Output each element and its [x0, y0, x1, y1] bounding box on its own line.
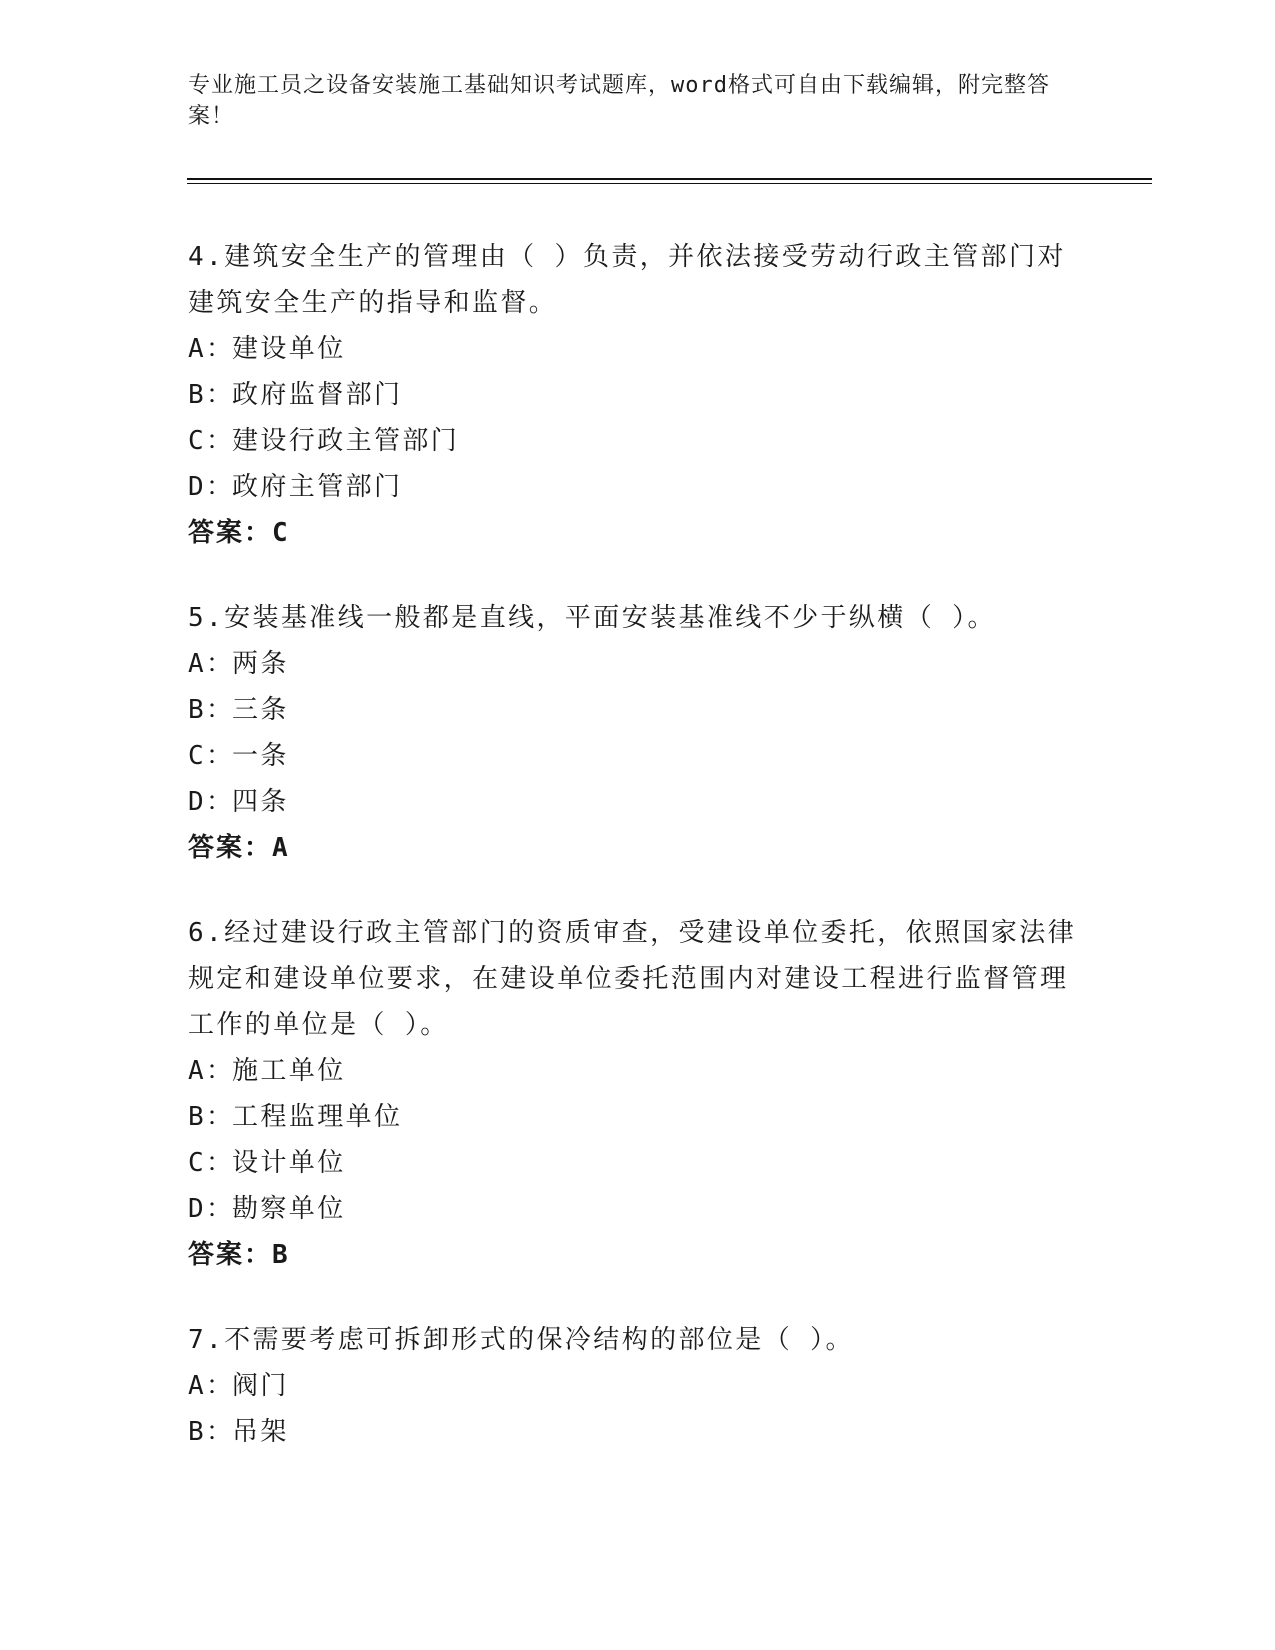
option-a	[188, 641, 1088, 687]
option-text: 一条	[232, 741, 289, 771]
option-text: 政府主管部门	[232, 472, 403, 502]
question-text: 7.不需要考虑可拆卸形式的保冷结构的部位是（ ）。	[188, 1325, 854, 1355]
header-rule-thick	[187, 178, 1152, 180]
option-text: 政府监督部门	[232, 380, 403, 410]
question-list	[188, 234, 1088, 1494]
option-d	[188, 464, 1088, 510]
option-text: 建设行政主管部门	[232, 426, 460, 456]
option-text: 两条	[232, 649, 289, 679]
option-c	[188, 733, 1088, 779]
option-text: 施工单位	[232, 1056, 346, 1086]
option-b	[188, 372, 1088, 418]
header-rule-thin	[187, 183, 1152, 184]
document-header: 专业施工员之设备安装施工基础知识考试题库，word格式可自由下载编辑，附完整答案！	[188, 73, 1050, 129]
option-a	[188, 1048, 1088, 1094]
option-letter: A：	[188, 334, 235, 364]
question-text: 4.建筑安全生产的管理由（ ）负责，并依法接受劳动行政主管部门对建筑安全生产的指导和监督。	[188, 242, 1066, 318]
option-letter: C：	[188, 1148, 235, 1178]
question-7	[188, 1317, 1088, 1455]
option-b	[188, 1409, 1088, 1455]
option-text: 建设单位	[232, 334, 346, 364]
option-letter: B：	[188, 1417, 235, 1447]
question-5	[188, 595, 1088, 871]
question-text: 5.安装基准线一般都是直线，平面安装基准线不少于纵横（ ）。	[188, 603, 996, 633]
question-6	[188, 910, 1088, 1278]
option-letter: D：	[188, 787, 235, 817]
option-text: 勘察单位	[232, 1194, 346, 1224]
option-letter: B：	[188, 695, 235, 725]
option-letter: A：	[188, 1371, 235, 1401]
option-letter: B：	[188, 1102, 235, 1132]
option-text: 设计单位	[232, 1148, 346, 1178]
option-text: 工程监理单位	[232, 1102, 403, 1132]
option-a	[188, 1363, 1088, 1409]
option-text: 吊架	[232, 1417, 289, 1447]
option-letter: D：	[188, 472, 235, 502]
option-text: 阀门	[232, 1371, 289, 1401]
option-c	[188, 1140, 1088, 1186]
option-text: 三条	[232, 695, 289, 725]
option-a	[188, 326, 1088, 372]
answer-label: 答案：A	[188, 833, 290, 863]
answer-label: 答案：C	[188, 518, 290, 548]
option-d	[188, 779, 1088, 825]
option-text: 四条	[232, 787, 289, 817]
question-4	[188, 234, 1088, 556]
question-text: 6.经过建设行政主管部门的资质审查，受建设单位委托，依照国家法律规定和建设单位要求，在建设单位委托范围内对建设工程进行监督管理工作的单位是（ ）。	[188, 918, 1077, 1040]
option-letter: B：	[188, 380, 235, 410]
option-letter: A：	[188, 649, 235, 679]
option-b	[188, 1094, 1088, 1140]
option-letter: C：	[188, 426, 235, 456]
option-letter: C：	[188, 741, 235, 771]
option-b	[188, 687, 1088, 733]
option-d	[188, 1186, 1088, 1232]
option-letter: A：	[188, 1056, 235, 1086]
option-letter: D：	[188, 1194, 235, 1224]
answer-label: 答案：B	[188, 1240, 290, 1270]
option-c	[188, 418, 1088, 464]
